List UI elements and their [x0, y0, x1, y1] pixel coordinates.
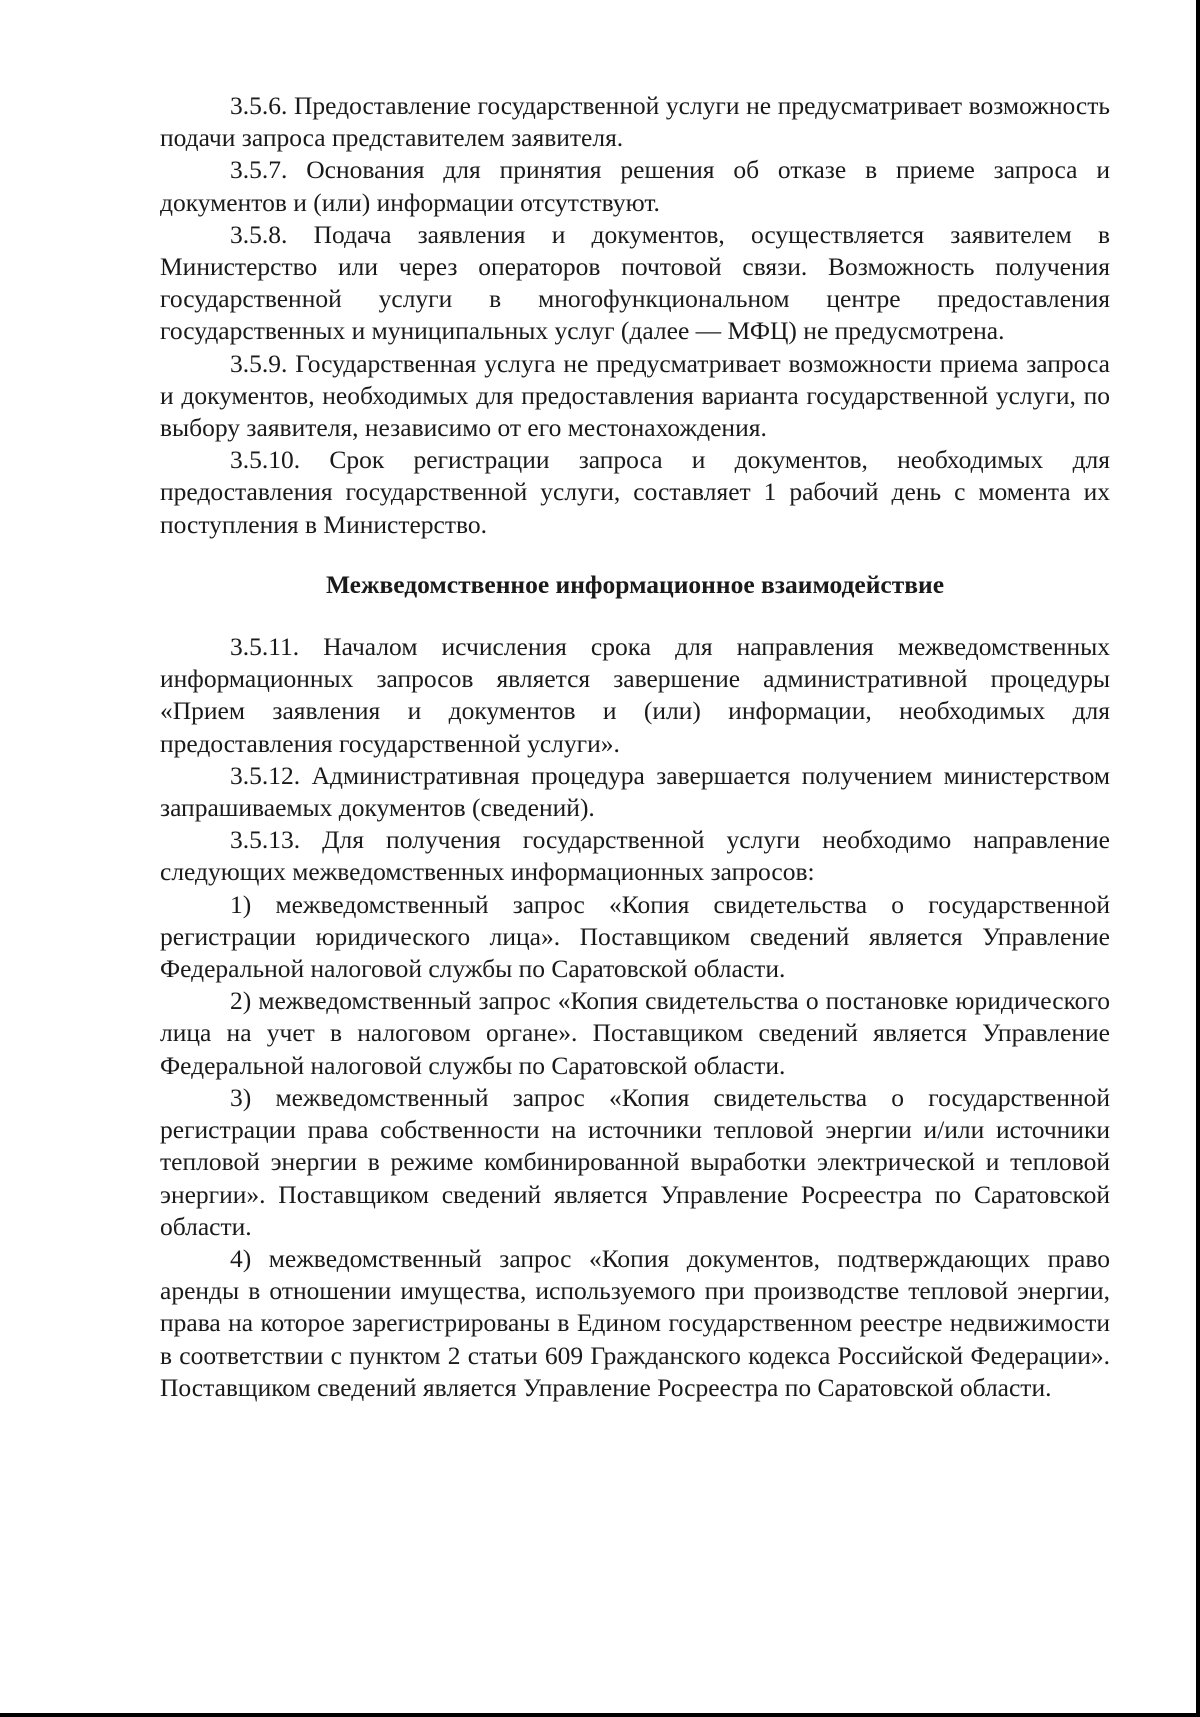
paragraph-3-5-9: 3.5.9. Государственная услуга не предусматривает возможности приема запроса и документов, необходимых для предоставления варианта государственной услуги, по выбору заявителя, независимо от его местонахождения. [160, 348, 1110, 443]
document-body [160, 90, 1110, 1404]
paragraph-3-5-12: 3.5.12. Административная процедура завершается получением министерством запрашиваемых документов (сведений). [160, 760, 1110, 823]
paragraph-3-5-11: 3.5.11. Началом исчисления срока для направления межведомственных информационных запросов является завершение административной процедуры «Прием заявления и документов и (или) информации, необходимых для предоставления государственной услуги». [160, 632, 1110, 758]
list-item-1: 1) межведомственный запрос «Копия свидетельства о государственной регистрации юридического лица». Поставщиком сведений является Управление Федеральной налоговой службы по Саратовской области. [160, 889, 1110, 984]
paragraph-3-5-7: 3.5.7. Основания для принятия решения об отказе в приеме запроса и документов и (или) информации отсутствуют. [160, 155, 1110, 217]
list-item-3: 3) межведомственный запрос «Копия свидетельства о государственной регистрации права собственности на источники тепловой энергии и/или источники тепловой энергии в режиме комбинированной выработки электрической и тепловой энергии». Поставщиком сведений является Управление Росреестра по Саратовской области. [160, 1082, 1110, 1241]
list-item-2: 2) межведомственный запрос «Копия свидетельства о постановке юридического лица на учет в налоговом органе». Поставщиком сведений является Управление Федеральной налоговой службы по Саратовской области. [160, 986, 1110, 1080]
paragraph-3-5-13: 3.5.13. Для получения государственной услуги необходимо направление следующих межведомственных информационных запросов: [160, 825, 1110, 887]
paragraph-3-5-6: 3.5.6. Предоставление государственной услуги не предусматривает возможность подачи запроса представителем заявителя. [160, 91, 1110, 153]
list-item-4: 4) межведомственный запрос «Копия документов, подтверждающих право аренды в отношении имущества, используемого при производстве тепловой энергии, права на которое зарегистрированы в Едином государственном реестре недвижимости в соответствии с пунктом 2 статьи 609 Гражданского кодекса Российской Федерации». Поставщиком сведений является Управление Росреестра по Саратовской области. [160, 1243, 1110, 1402]
paragraph-3-5-10: 3.5.10. Срок регистрации запроса и документов, необходимых для предоставления государственной услуги, составляет 1 рабочий день с момента их поступления в Министерство. [160, 445, 1110, 539]
section-heading: Межведомственное информационное взаимодействие [325, 569, 945, 599]
paragraph-3-5-8: 3.5.8. Подача заявления и документов, осуществляется заявителем в Министерство или через операторов почтовой связи. Возможность получения государственной услуги в многофункциональном центре предоставления государственных и муниципальных услуг (далее — МФЦ) не предусмотрена. [160, 219, 1110, 346]
